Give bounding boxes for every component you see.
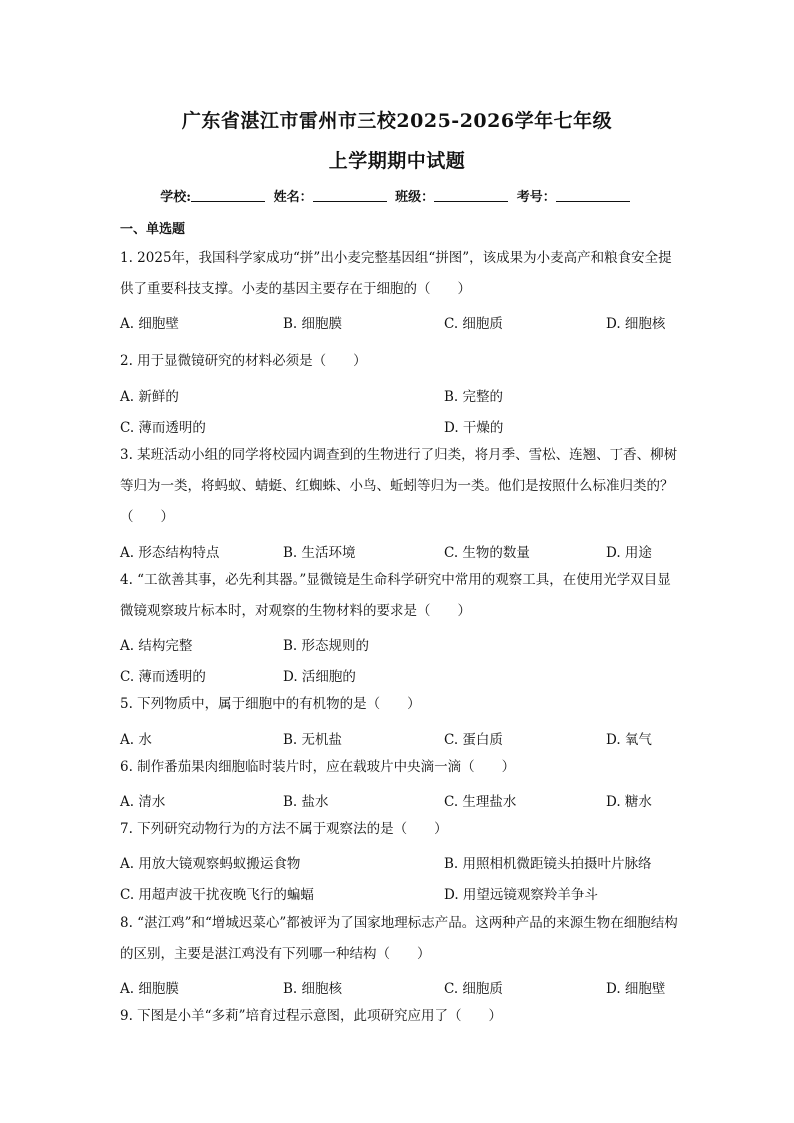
option-c[interactable]: C. 生理盐水 — [444, 794, 517, 810]
question-4-options-row1 — [120, 634, 680, 654]
name-blank[interactable] — [313, 189, 387, 202]
option-b[interactable]: B. 细胞膜 — [283, 316, 343, 332]
question-8: 8. “湛江鸡”和“增城迟菜心”都被评为了国家地理标志产品。这两种产品的来源生物在细胞结构的区别，主要是湛江鸡没有下列哪一种结构（ ） — [120, 915, 678, 962]
student-info-line — [0, 186, 794, 205]
option-b[interactable]: B. 无机盐 — [283, 732, 343, 748]
option-c[interactable]: C. 用超声波干扰夜晚飞行的蝙蝠 — [120, 887, 314, 903]
question-7-options-row2 — [120, 883, 680, 903]
name-label: 姓名： — [273, 190, 313, 205]
section-title: 一、单选题 — [120, 222, 186, 237]
question-1: 1. 2025年，我国科学家成功“拼”出小麦完整基因组“拼图”，该成果为小麦高产和粮食安全提供了重要科技支撑。小麦的基因主要存在于细胞的（ ） — [120, 250, 672, 297]
option-b[interactable]: B. 完整的 — [444, 389, 504, 405]
number-blank[interactable] — [556, 189, 630, 202]
option-a[interactable]: A. 新鲜的 — [120, 389, 179, 405]
option-d[interactable]: D. 糖水 — [606, 794, 652, 810]
option-a[interactable]: A. 细胞膜 — [120, 981, 179, 997]
question-6: 6. 制作番茄果肉细胞临时装片时，应在载玻片中央滴一滴（ ） — [120, 759, 516, 775]
option-a[interactable]: A. 水 — [120, 732, 152, 748]
option-d[interactable]: D. 细胞壁 — [606, 981, 666, 997]
question-2-options-row1 — [120, 385, 680, 405]
option-a[interactable]: A. 形态结构特点 — [120, 545, 220, 561]
question-6-options — [120, 790, 680, 810]
option-d[interactable]: D. 氧气 — [606, 732, 652, 748]
exam-title-line2: 上学期期中试题 — [328, 150, 466, 172]
question-7: 7. 下列研究动物行为的方法不属于观察法的是（ ） — [120, 821, 448, 837]
option-d[interactable]: D. 活细胞的 — [283, 669, 356, 685]
option-b[interactable]: B. 生活环境 — [283, 545, 356, 561]
option-c[interactable]: C. 细胞质 — [444, 316, 503, 332]
option-b[interactable]: B. 盐水 — [283, 794, 329, 810]
option-d[interactable]: D. 用望远镜观察羚羊争斗 — [444, 887, 598, 903]
school-blank[interactable] — [191, 189, 265, 202]
option-a[interactable]: A. 细胞壁 — [120, 316, 179, 332]
question-7-options-row1 — [120, 852, 680, 872]
question-4-options-row2 — [120, 665, 680, 685]
option-b[interactable]: B. 用照相机微距镜头拍摄叶片脉络 — [444, 856, 652, 872]
question-4: 4. “工欲善其事，必先利其器。”显微镜是生命科学研究中常用的观察工具，在使用光学双目显微镜观察玻片标本时，对观察的生物材料的要求是（ ） — [120, 572, 671, 619]
question-3-options — [120, 541, 680, 561]
question-5: 5. 下列物质中，属于细胞中的有机物的是（ ） — [120, 696, 421, 712]
option-c[interactable]: C. 细胞质 — [444, 981, 503, 997]
option-a[interactable]: A. 用放大镜观察蚂蚁搬运食物 — [120, 856, 301, 872]
class-blank[interactable] — [434, 189, 508, 202]
option-a[interactable]: A. 清水 — [120, 794, 166, 810]
question-2-options-row2 — [120, 416, 680, 436]
option-d[interactable]: D. 干燥的 — [444, 420, 504, 436]
option-a[interactable]: A. 结构完整 — [120, 638, 193, 654]
option-c[interactable]: C. 薄而透明的 — [120, 420, 206, 436]
option-d[interactable]: D. 细胞核 — [606, 316, 666, 332]
option-b[interactable]: B. 形态规则的 — [283, 638, 370, 654]
option-d[interactable]: D. 用途 — [606, 545, 652, 561]
question-9: 9. 下图是小羊“多莉”培育过程示意图，此项研究应用了（ ） — [120, 1008, 502, 1024]
question-8-options — [120, 977, 680, 997]
school-label: 学校: — [160, 190, 192, 205]
question-3: 3. 某班活动小组的同学将校园内调查到的生物进行了归类，将月季、雪松、连翘、丁香、柳树等归为一类，将蚂蚁、蜻蜓、红蜘蛛、小鸟、蚯蚓等归为一类。他们是按照什么标准归类的？（ ） — [120, 447, 678, 525]
question-2: 2. 用于显微镜研究的材料必须是（ ） — [120, 353, 367, 369]
exam-title-line1: 广东省湛江市雷州市三校2025-2026学年七年级 — [181, 110, 613, 132]
option-c[interactable]: C. 蛋白质 — [444, 732, 503, 748]
option-c[interactable]: C. 生物的数量 — [444, 545, 530, 561]
question-5-options — [120, 728, 680, 748]
number-label: 考号： — [516, 190, 556, 205]
option-c[interactable]: C. 薄而透明的 — [120, 669, 206, 685]
class-label: 班级： — [395, 190, 435, 205]
question-1-options — [120, 312, 680, 332]
option-b[interactable]: B. 细胞核 — [283, 981, 343, 997]
